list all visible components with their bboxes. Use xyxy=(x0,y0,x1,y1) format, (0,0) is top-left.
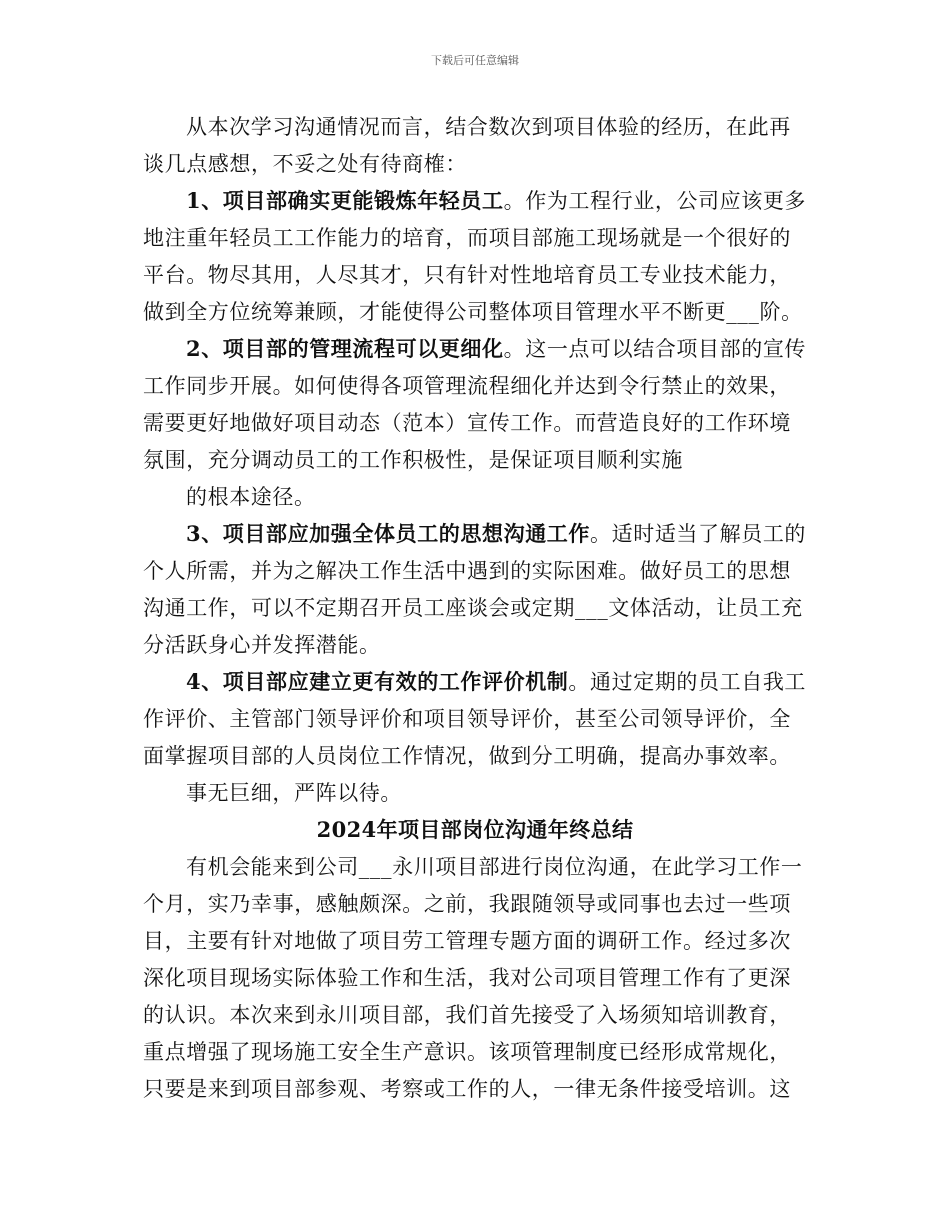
paragraph-line: 的根本途径。 xyxy=(186,485,316,509)
numbered-point-1 xyxy=(186,189,806,213)
point-text: 。通过定期的员工自我工 xyxy=(568,670,807,694)
paragraph-line: 目，主要有针对地做了项目劳工管理专题方面的调研工作。经过多次 xyxy=(143,929,791,953)
point-heading: 4、项目部应建立更有效的工作评价机制 xyxy=(186,669,569,694)
numbered-point-4 xyxy=(186,670,806,694)
paragraph-line: 需要更好地做好项目动态（范本）宣传工作。而营造良好的工作环境 xyxy=(143,411,791,435)
paragraph-line: 深化项目现场实际体验工作和生活，我对公司项目管理工作有了更深 xyxy=(143,966,791,990)
paragraph-line: 个月，实乃幸事，感触颇深。之前，我跟随领导或同事也去过一些项 xyxy=(143,892,791,916)
paragraph-line: 的认识。本次来到永川项目部，我们首先接受了入场须知培训教育， xyxy=(143,1003,791,1027)
paragraph-line: 做到全方位统筹兼顾，才能使得公司整体项目管理水平不断更___阶。 xyxy=(143,300,803,324)
numbered-point-3 xyxy=(186,522,806,546)
point-heading: 2、项目部的管理流程可以更细化 xyxy=(186,336,504,361)
paragraph-line: 面掌握项目部的人员岗位工作情况，做到分工明确，提高办事效率。 xyxy=(143,744,791,768)
paragraph-line: 事无巨细，严阵以待。 xyxy=(186,781,402,805)
point-heading: 1、项目部确实更能锻炼年轻员工 xyxy=(186,188,504,213)
point-heading: 3、项目部应加强全体员工的思想沟通工作 xyxy=(186,521,591,546)
paragraph-line: 分活跃身心并发挥潜能。 xyxy=(143,633,381,657)
paragraph-line: 从本次学习沟通情况而言，结合数次到项目体验的经历，在此再 xyxy=(186,115,791,139)
point-text: 。作为工程行业，公司应该更多 xyxy=(503,189,807,213)
paragraph-line: 作评价、主管部门领导评价和项目领导评价，甚至公司领导评价，全 xyxy=(143,707,791,731)
point-text: 。适时适当了解员工的 xyxy=(590,522,807,546)
paragraph-line: 只要是来到项目部参观、考察或工作的人，一律无条件接受培训。这 xyxy=(143,1077,791,1101)
paragraph-line: 地注重年轻员工工作能力的培育，而项目部施工现场就是一个很好的 xyxy=(143,226,791,250)
page-header: 下载后可任意编辑 xyxy=(431,54,519,67)
paragraph-line: 重点增强了现场施工安全生产意识。该项管理制度已经形成常规化， xyxy=(143,1040,791,1064)
section-title: 2024年项目部岗位沟通年终总结 xyxy=(316,817,634,842)
paragraph-line: 工作同步开展。如何使得各项管理流程细化并达到令行禁止的效果， xyxy=(143,374,791,398)
paragraph-line: 沟通工作，可以不定期召开员工座谈会或定期___文体活动，让员工充 xyxy=(143,596,803,620)
paragraph-line: 有机会能来到公司___永川项目部进行岗位沟通，在此学习工作一 xyxy=(186,855,803,879)
paragraph-line: 谈几点感想，不妥之处有待商榷： xyxy=(143,152,467,176)
numbered-point-2 xyxy=(186,337,806,361)
paragraph-line: 个人所需，并为之解决工作生活中遇到的实际困难。做好员工的思想 xyxy=(143,559,791,583)
paragraph-line: 平台。物尽其用，人尽其才，只有针对性地培育员工专业技术能力， xyxy=(143,263,791,287)
point-text: 。这一点可以结合项目部的宣传 xyxy=(503,337,807,361)
paragraph-line: 氛围，充分调动员工的工作积极性，是保证项目顺利实施 xyxy=(143,448,683,472)
